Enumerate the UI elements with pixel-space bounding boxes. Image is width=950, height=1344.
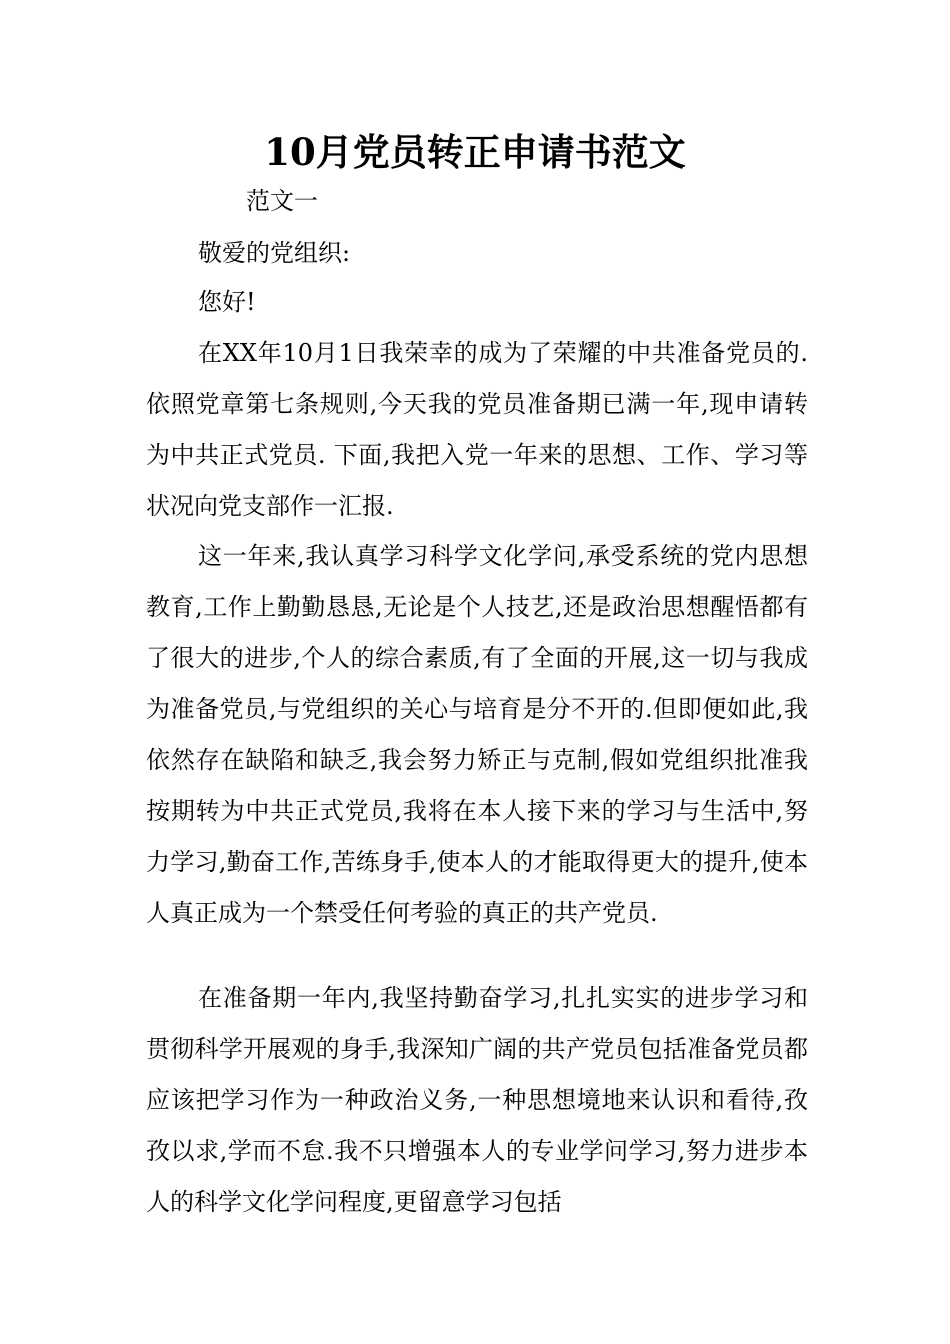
section-label: 范文一 [246,187,318,215]
body-paragraph-1: 在XX年10月1日我荣幸的成为了荣耀的中共准备党员的.依照党章第七条规则,今天我的党员准备期已满一年,现申请转为中共正式党员. 下面,我把入党一年来的思想、工作、学习等状况向党支部作一汇报. [146,339,808,520]
body-paragraph-3: 在准备期一年内,我坚持勤奋学习,扎扎实实的进步学习和贯彻科学开展观的身手,我深知广阔的共产党员包括准备党员都应该把学习作为一种政治义务,一种思想境地来认识和看待,孜孜以求,学而不怠.我不只增强本人的专业学问学习,努力进步本人的科学文化学问程度,更留意学习包括 [146,984,808,1216]
greeting: 您好! [198,288,256,316]
salutation: 敬爱的党组织: [198,239,351,267]
document-title: 10月党员转正申请书范文 [264,130,686,174]
body-paragraph-2: 这一年来,我认真学习科学文化学问,承受系统的党内思想教育,工作上勤勤恳恳,无论是个人技艺,还是政治思想醒悟都有了很大的进步,个人的综合素质,有了全面的开展,这一切与我成为准备党员,与党组织的关心与培育是分不开的.但即便如此,我依然存在缺陷和缺乏,我会努力矫正与克制,假如党组织批准我按期转为中共正式党员,我将在本人接下来的学习与生活中,努力学习,勤奋工作,苦练身手,使本人的才能取得更大的提升,使本人真正成为一个禁受任何考验的真正的共产党员. [146,542,808,927]
